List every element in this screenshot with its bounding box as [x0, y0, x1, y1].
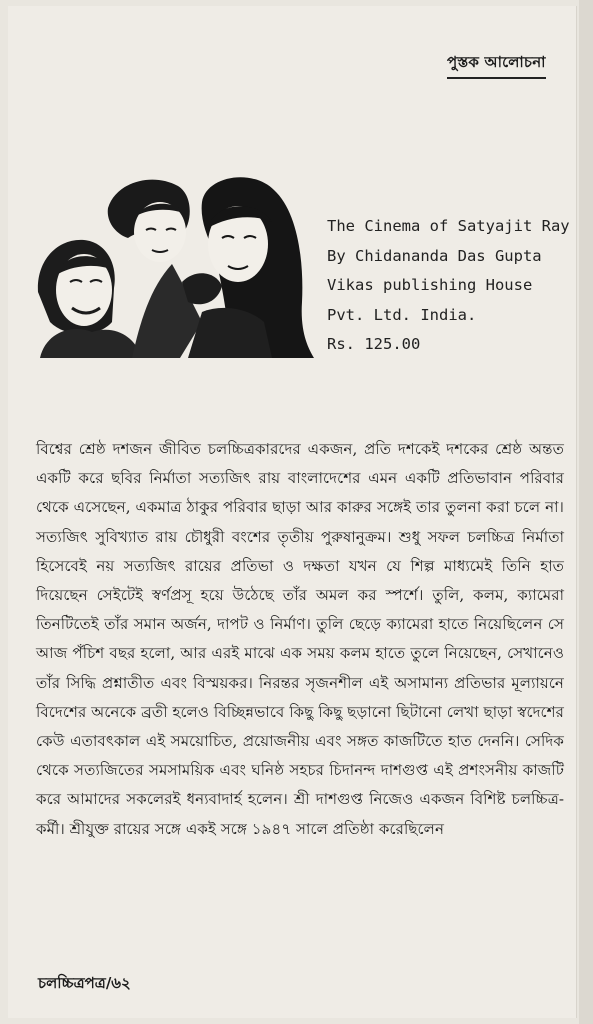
book-price: Rs. 125.00: [327, 335, 421, 354]
book-author: By Chidananda Das Gupta: [327, 246, 542, 265]
book-photo: [32, 172, 314, 358]
page-edge: [579, 0, 593, 1024]
page-footer-label: চলচ্চিত্রপত্র/৬২: [38, 974, 131, 992]
book-publisher-location: Pvt. Ltd. India.: [327, 305, 477, 324]
book-title: The Cinema of Satyajit Ray: [327, 217, 570, 235]
review-text: বিশ্বের শ্রেষ্ঠ দশজন জীবিত চলচ্চিত্রকারদের একজন, প্রতি দশকেই দশকের শ্রেষ্ঠ অন্তত একটি করে ছবির নির্মাতা সত্যজিৎ রায় বাংলাদেশের এমন একটি প্রতিভাবান পরিবার থেকে এসেছেন, একমাত্র ঠাকুর পরিবার ছাড়া আর কারুর সঙ্গেই তার তুলনা করা চলে না। সত্যজিৎ সুবিখ্যাত রায় চৌধুরী বংশের তৃতীয় পুরুষানুক্রম। শুধু সফল চলচ্চিত্র নির্মাতা হিসেবেই নয় সত্যজিৎ রায়ের প্রতিভা ও দক্ষতা যখন যে শিল্প মাধ্যমেই তিনি হাত দিয়েছেন সেইটেই স্বর্ণপ্রসূ হয়ে উঠেছে তাঁর অমল কর স্পর্শে। তুলি, কলম, ক্যামেরা তিনটিতেই তাঁর সমান অর্জন, দাপট ও নির্মাণ। তুলি ছেড়ে ক্যামেরা হাতে নিয়েছিলেন সে আজ পঁচিশ বছর হলো, আর এরই মাঝে এক সময় কলম হাতে তুলে নিয়েছেন, সেখানেও তাঁর সিদ্ধি প্রশ্নাতীত এবং বিস্ময়কর। নিরন্তর সৃজনশীল এই অসামান্য প্রতিভার মূল্যায়নে বিদেশের অনেকে ব্রতী হলেও বিচ্ছিন্নভাবে কিছু কিছু ছড়ানো ছিটানো লেখা ছাড়া স্বদেশের কেউ এতাবৎকাল এই সময়োচিত, প্রয়োজনীয় এবং সঙ্গত কাজটিতে হাত দেননি। সেদিক থেকে সত্যজিতের সমসাময়িক এবং ঘনিষ্ঠ সহচর চিদানন্দ দাশগুপ্ত এই প্রশংসনীয় কাজটি করে আমাদের সকলেরই ধন্যবাদার্হ হলেন। শ্রী দাশগুপ্ত নিজেও একজন বিশিষ্ট চলচ্চিত্র-কর্মী। শ্রীযুক্ত রায়ের সঙ্গে একই সঙ্গে ১৯৪৭ সালে প্রতিষ্ঠা করেছিলেন: [36, 440, 564, 838]
book-details: [327, 212, 570, 360]
section-label: পুস্তক আলোচনা: [447, 51, 546, 79]
book-publisher: Vikas publishing House: [327, 276, 533, 295]
